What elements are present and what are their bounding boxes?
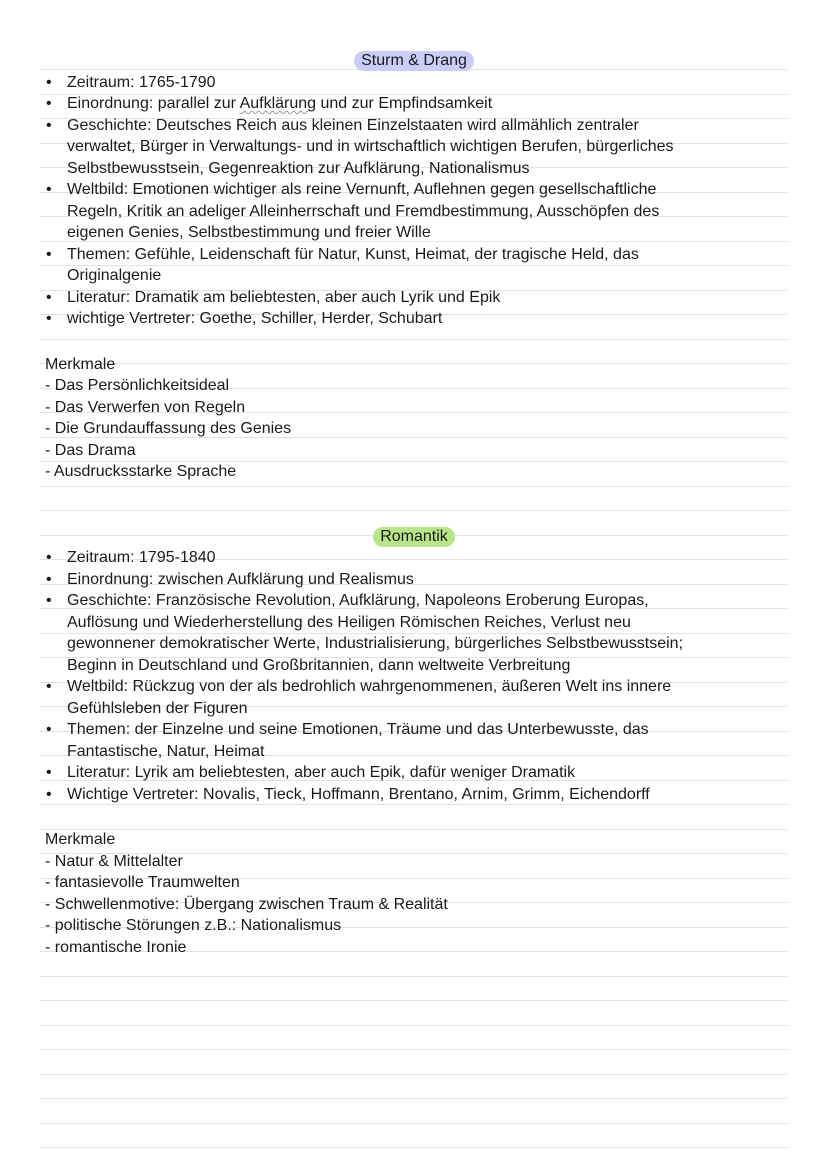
section-title-romantik <box>40 526 788 548</box>
bullet-weltbild: • Weltbild: Emotionen wichtiger als reine Vernunft, Auflehnen gegen gesellschaftliche <box>40 179 788 201</box>
bullet-dot-icon: • <box>46 95 52 112</box>
bullet-geschichte: • Geschichte: Deutsches Reich aus kleinen Einzelstaaten wird allmählich zentraler <box>40 115 788 137</box>
bullet-dot-icon: • <box>46 288 52 306</box>
bullet-zeitraum: • Zeitraum: 1765-1790 <box>40 72 788 94</box>
highlight-pill: Romantik <box>373 527 455 547</box>
bullet-dot-icon: • <box>46 785 52 803</box>
rule-line <box>40 1049 788 1050</box>
bullet-dot-icon: • <box>46 721 52 738</box>
bullet-dot-icon: • <box>46 181 52 198</box>
rule-line <box>40 1000 788 1001</box>
rule-line <box>40 1074 788 1075</box>
bullet-continuation: eigenen Genies, Selbstbestimmung und freier Wille <box>67 224 431 241</box>
bullet-continuation: Fantastische, Natur, Heimat <box>67 742 265 760</box>
bullet-dot-icon: • <box>46 116 52 134</box>
bullet-continuation: gewonnener demokratischer Werte, Industrialisierung, bürgerliches Selbstbewusstsein; <box>67 635 684 652</box>
bullet-themen: • Themen: Gefühle, Leidenschaft für Natur, Kunst, Heimat, der tragische Held, das <box>40 244 788 266</box>
list-item: - romantische Ironie <box>45 938 187 956</box>
list-item: - Die Grundauffassung des Genies <box>45 420 292 437</box>
bullet-dot-icon: • <box>46 592 52 609</box>
bullet-continuation: Regeln, Kritik an adeliger Alleinherrschaft und Fremdbestimmung, Ausschöpfen des <box>67 202 660 220</box>
list-item: - politische Störungen z.B.: Nationalismus <box>45 917 342 934</box>
highlight-pill: Sturm & Drang <box>354 51 474 71</box>
bullet-continuation: verwaltet, Bürger in Verwaltungs- und in wirtschaftlich wichtigen Berufen, bürgerliches <box>67 138 674 155</box>
bullet-continuation: Beginn in Deutschland und Großbritannien, dann weltweite Verbreitung <box>67 656 571 674</box>
list-item: - Das Verwerfen von Regeln <box>45 398 246 416</box>
bullet-literatur: • Literatur: Lyrik am beliebtesten, aber auch Epik, dafür weniger Dramatik <box>40 762 788 784</box>
list-item: - fantasievolle Traumwelten <box>45 874 240 891</box>
bullet-continuation: Auflösung und Wiederherstellung des Heiligen Römischen Reiches, Verlust neu <box>67 613 631 631</box>
bullet-weltbild: • Weltbild: Rückzug von der als bedrohlich wahrgenommenen, äußeren Welt ins innere <box>40 676 788 698</box>
bullet-dot-icon: • <box>46 310 52 327</box>
bullet-zeitraum: • Zeitraum: 1795-1840 <box>40 547 788 569</box>
list-item: - Das Persönlichkeitsideal <box>45 377 230 394</box>
rule-line <box>40 1025 788 1026</box>
bullet-continuation: Gefühlsleben der Figuren <box>67 699 248 717</box>
rule-line <box>40 976 788 977</box>
bullet-geschichte: • Geschichte: Französische Revolution, Aufklärung, Napoleons Eroberung Europas, <box>40 590 788 612</box>
list-item: - Schwellenmotive: Übergang zwischen Traum & Realität <box>45 895 448 913</box>
bullet-dot-icon: • <box>46 570 52 588</box>
section-title-sturm-drang <box>40 50 788 72</box>
bullet-dot-icon: • <box>46 73 52 91</box>
bullet-dot-icon: • <box>46 764 52 781</box>
bullet-dot-icon: • <box>46 549 52 566</box>
bullet-einordnung: • Einordnung: parallel zur Aufklärung und zur Empfindsamkeit <box>40 93 788 115</box>
merkmale-heading: Merkmale <box>45 831 116 848</box>
bullet-vertreter: • Wichtige Vertreter: Novalis, Tieck, Hoffmann, Brentano, Arnim, Grimm, Eichendorff <box>40 784 788 806</box>
bullet-vertreter: • wichtige Vertreter: Goethe, Schiller, Herder, Schubart <box>40 308 788 330</box>
spellcheck-underlined-word: Aufklärung <box>239 95 317 112</box>
bullet-einordnung: • Einordnung: zwischen Aufklärung und Realismus <box>40 569 788 591</box>
bullet-dot-icon: • <box>46 245 52 263</box>
list-item: - Ausdrucksstarke Sprache <box>45 463 237 480</box>
note-page <box>40 50 788 958</box>
bullet-literatur: • Literatur: Dramatik am beliebtesten, aber auch Lyrik und Epik <box>40 287 788 309</box>
list-item: - Natur & Mittelalter <box>45 852 183 870</box>
merkmale-heading: Merkmale <box>45 355 116 373</box>
bullet-continuation: Originalgenie <box>67 267 162 284</box>
bullet-dot-icon: • <box>46 678 52 695</box>
rule-line <box>40 1098 788 1099</box>
list-item: - Das Drama <box>45 441 136 459</box>
rule-line <box>40 1123 788 1124</box>
bullet-themen: • Themen: der Einzelne und seine Emotionen, Träume und das Unterbewusste, das <box>40 719 788 741</box>
rule-line <box>40 1147 788 1148</box>
bullet-continuation: Selbstbewusstsein, Gegenreaktion zur Aufklärung, Nationalismus <box>67 159 530 177</box>
